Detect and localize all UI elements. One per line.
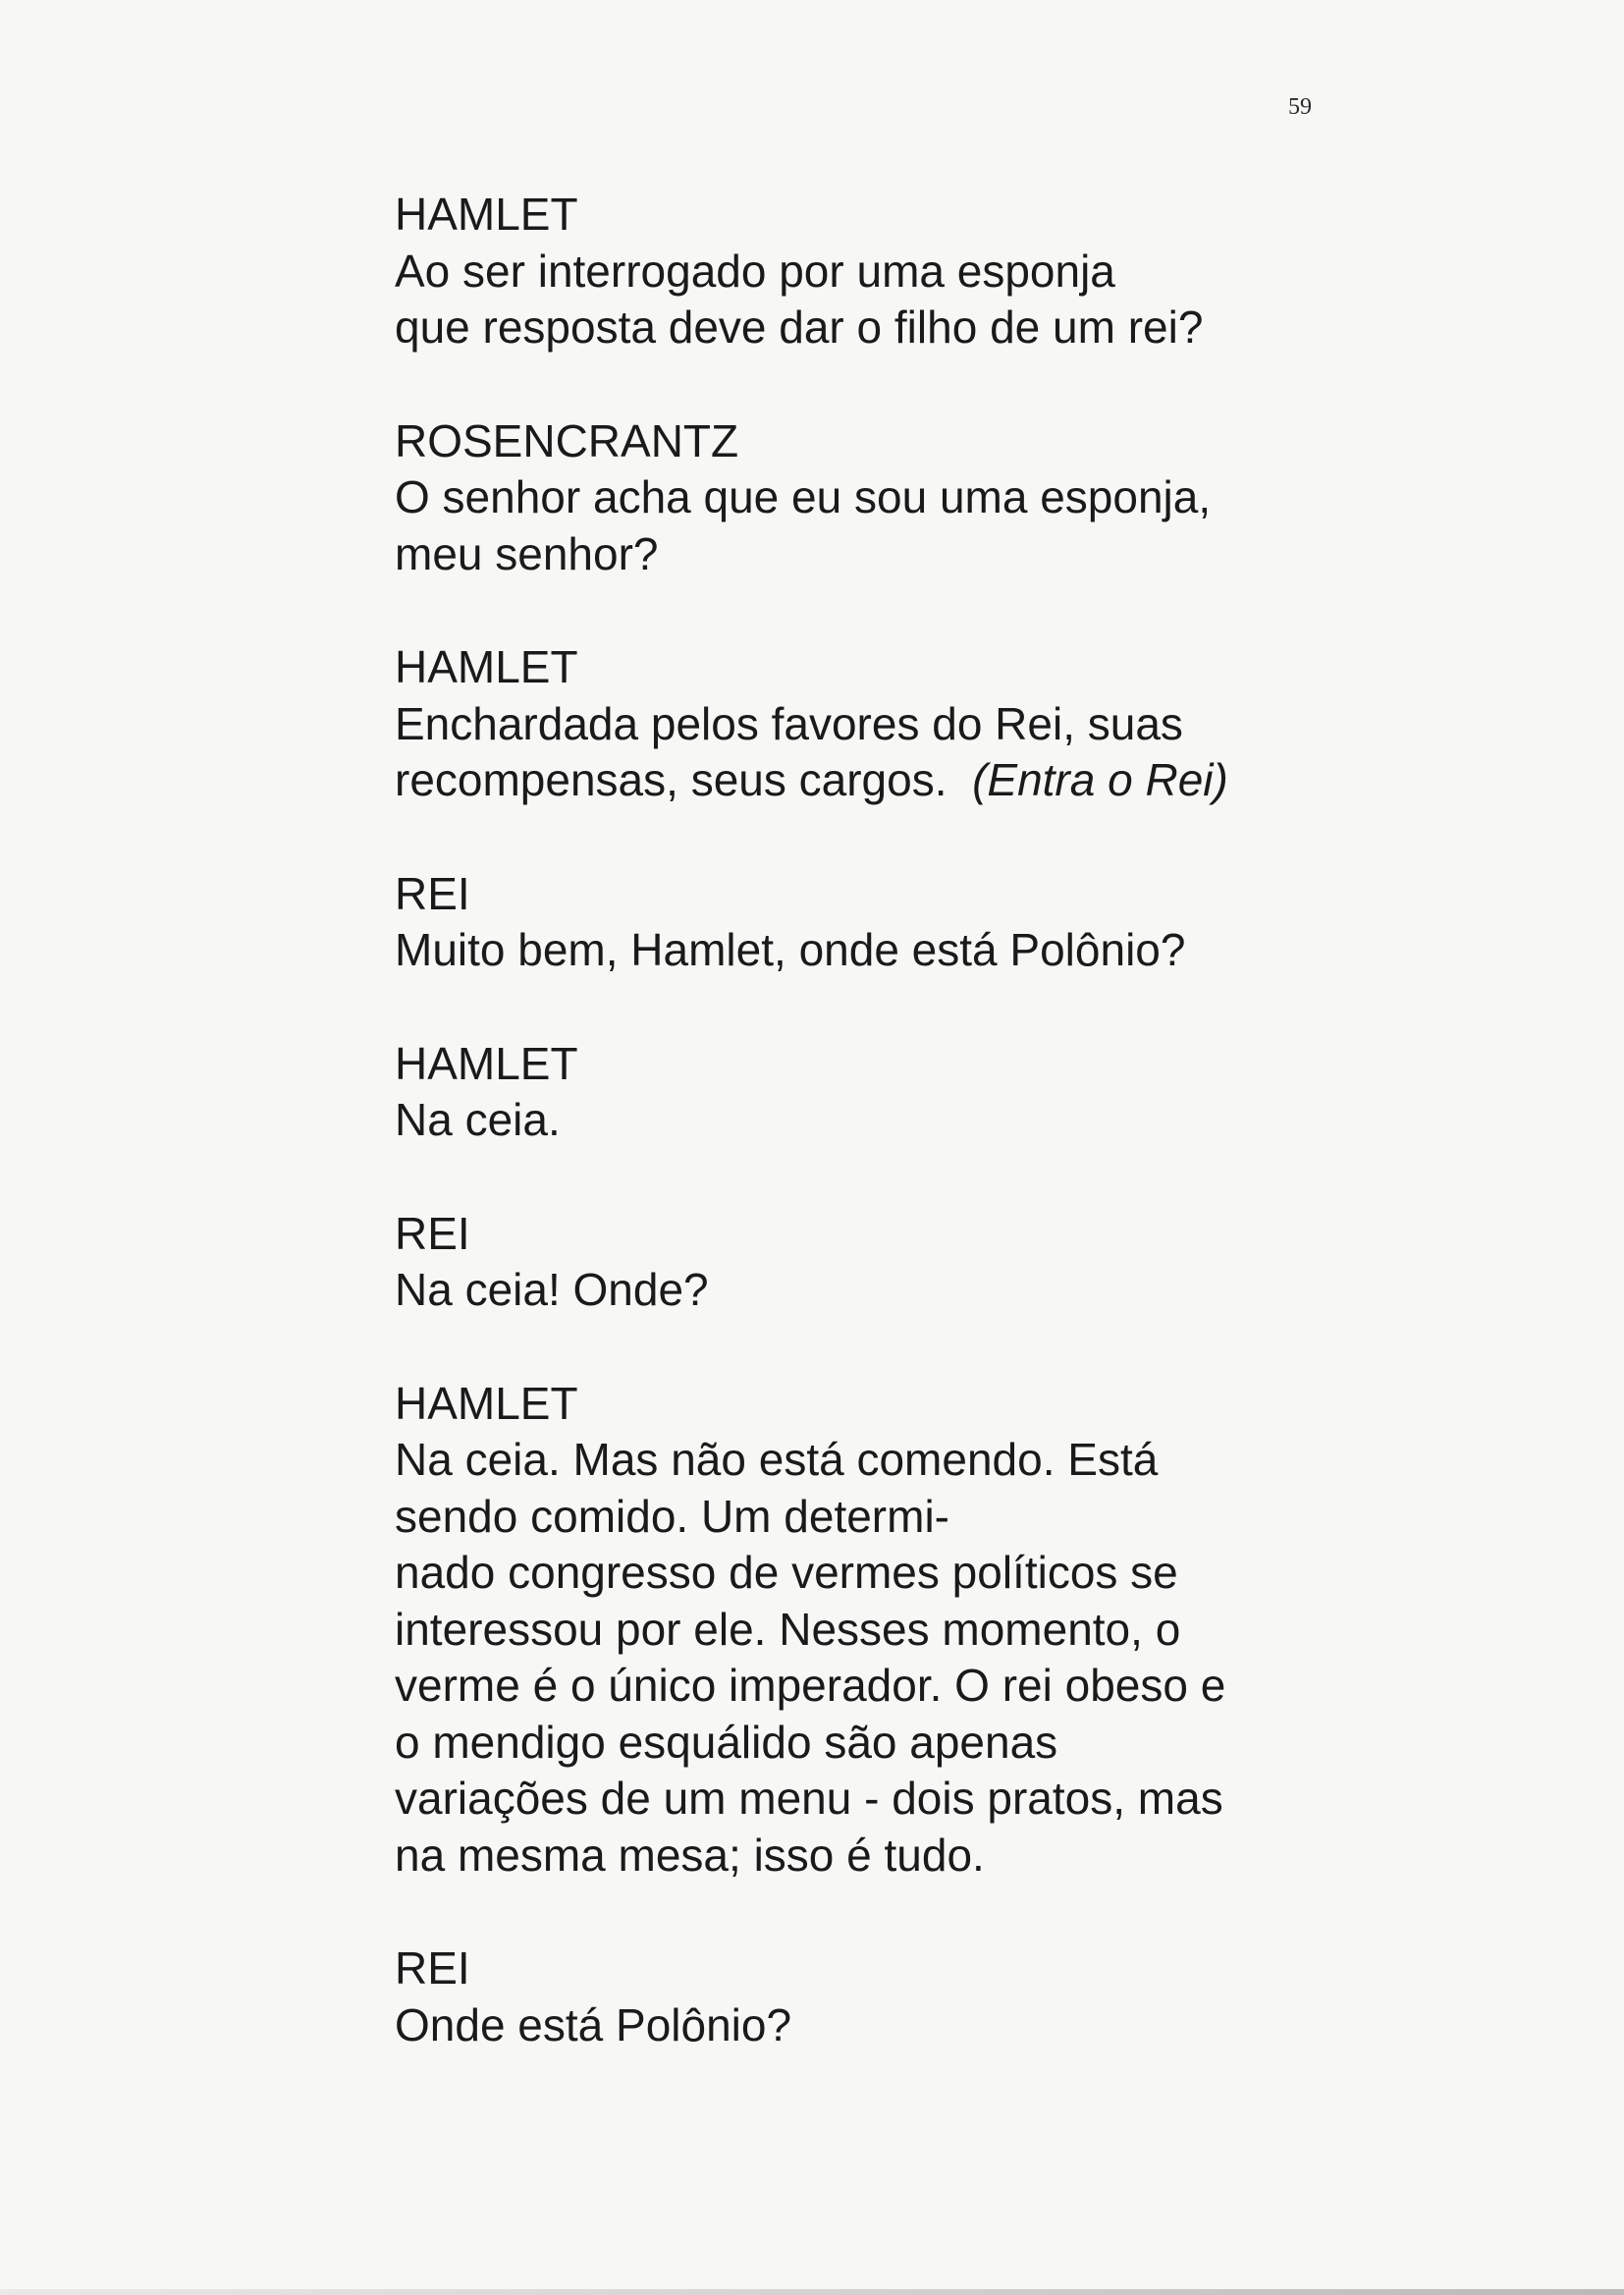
dialogue-line: variações de um menu - dois pratos, mas bbox=[395, 1773, 1223, 1824]
speaker-name: HAMLET bbox=[395, 189, 578, 240]
dialogue-line: Muito bem, Hamlet, onde está Polônio? bbox=[395, 924, 1186, 975]
dialogue-line: o mendigo esquálido são apenas bbox=[395, 1716, 1058, 1768]
dialogue-line: que resposta deve dar o filho de um rei? bbox=[395, 301, 1204, 353]
dialogue-line: Na ceia. bbox=[395, 1094, 561, 1145]
dialogue-line: meu senhor? bbox=[395, 527, 659, 579]
dialogue-line: Onde está Polônio? bbox=[395, 1998, 792, 2050]
dialogue-line: interessou por ele. Nesses momento, o bbox=[395, 1603, 1181, 1655]
dialogue-line: Enchardada pelos favores do Rei, suas bbox=[395, 697, 1183, 749]
dialogue-block bbox=[395, 1036, 1377, 1149]
dialogue-block bbox=[395, 1206, 1377, 1319]
script-dialogue bbox=[395, 187, 1377, 2110]
speaker-name: HAMLET bbox=[395, 1377, 578, 1429]
speaker-name: HAMLET bbox=[395, 641, 578, 692]
speaker-name: REI bbox=[395, 867, 470, 919]
dialogue-line: Na ceia! Onde? bbox=[395, 1264, 709, 1315]
dialogue-block bbox=[395, 1940, 1377, 2053]
dialogue-block bbox=[395, 866, 1377, 979]
dialogue-line: Na ceia. Mas não está comendo. Está bbox=[395, 1434, 1159, 1485]
page-number: 59 bbox=[1288, 94, 1312, 120]
dialogue-line: sendo comido. Um determi- bbox=[395, 1490, 949, 1542]
scan-edge bbox=[0, 2289, 1624, 2295]
dialogue-text: recompensas, seus cargos. bbox=[395, 754, 947, 805]
speaker-name: REI bbox=[395, 1207, 470, 1259]
dialogue-block bbox=[395, 639, 1377, 809]
dialogue-line: verme é o único imperador. O rei obeso e bbox=[395, 1660, 1226, 1711]
speaker-name: ROSENCRANTZ bbox=[395, 414, 739, 466]
dialogue-line: na mesma mesa; isso é tudo. bbox=[395, 1829, 985, 1881]
dialogue-block bbox=[395, 413, 1377, 583]
dialogue-line: nado congresso de vermes políticos se bbox=[395, 1547, 1178, 1598]
dialogue-line: Ao ser interrogado por uma esponja bbox=[395, 245, 1115, 297]
dialogue-block bbox=[395, 1376, 1377, 1885]
stage-direction: (Entra o Rei) bbox=[972, 754, 1228, 805]
dialogue-block bbox=[395, 187, 1377, 356]
dialogue-line-with-stage-direction bbox=[395, 752, 1377, 809]
speaker-name: REI bbox=[395, 1942, 470, 1994]
dialogue-line: O senhor acha que eu sou uma esponja, bbox=[395, 471, 1212, 522]
speaker-name: HAMLET bbox=[395, 1037, 578, 1089]
